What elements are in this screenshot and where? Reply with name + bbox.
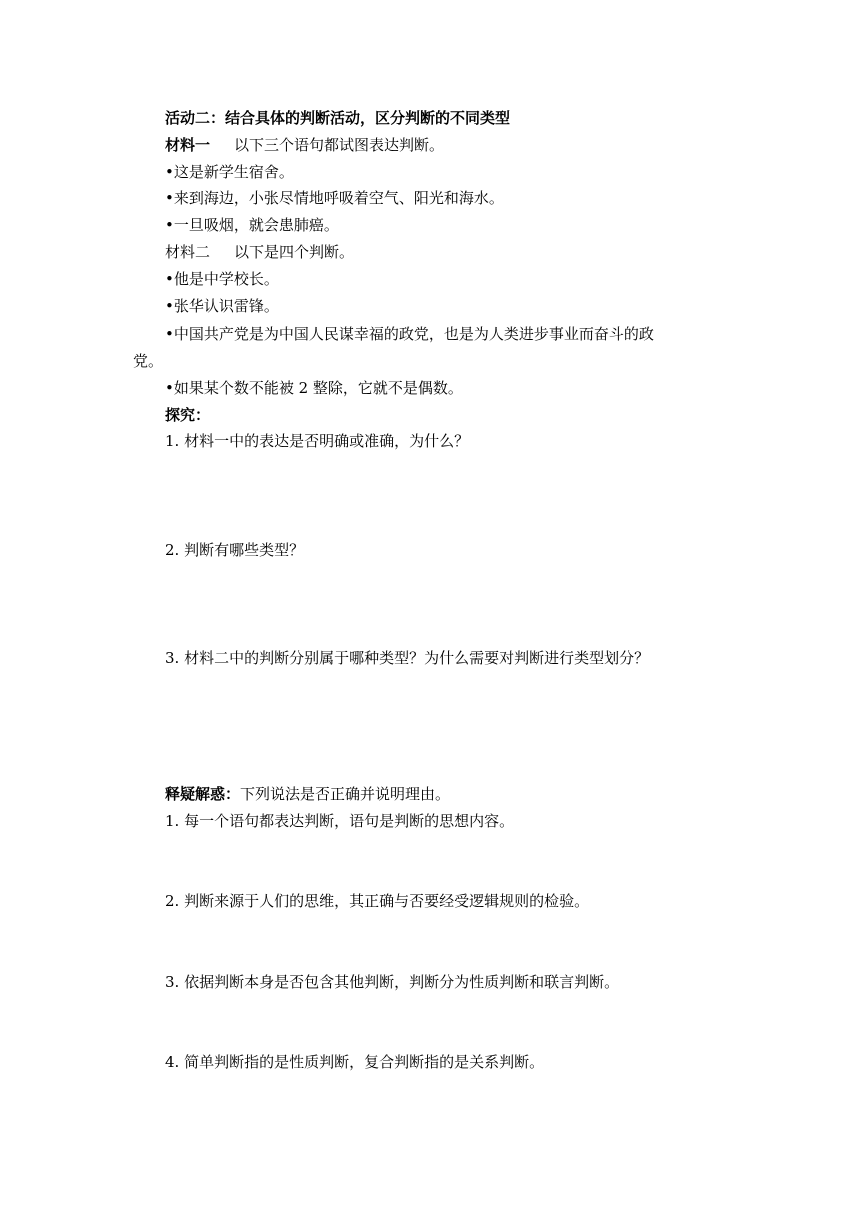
material2-item: •他是中学校长。 bbox=[165, 270, 279, 288]
activity-heading: 活动二：结合具体的判断活动，区分判断的不同类型 bbox=[165, 109, 511, 127]
material2-intro: 以下是四个判断。 bbox=[234, 243, 355, 261]
material1-item: •来到海边，小张尽情地呼吸着空气、阳光和海水。 bbox=[165, 189, 504, 207]
clarify-intro: 下列说法是否正确并说明理由。 bbox=[240, 785, 451, 803]
clarify-statement: 3. 依据判断本身是否包含其他判断，判断分为性质判断和联言判断。 bbox=[165, 973, 620, 991]
inquiry-question: 2. 判断有哪些类型？ bbox=[165, 541, 305, 559]
inquiry-label: 探究： bbox=[165, 406, 211, 424]
material1-line bbox=[165, 135, 444, 155]
material2-line bbox=[165, 242, 354, 262]
material2-item: •如果某个数不能被 2 整除，它就不是偶数。 bbox=[165, 379, 463, 397]
inquiry-question: 3. 材料二中的判断分别属于哪种类型？为什么需要对判断进行类型划分？ bbox=[165, 649, 650, 667]
material1-intro: 以下三个语句都试图表达判断。 bbox=[234, 136, 445, 154]
clarify-line bbox=[165, 784, 450, 804]
material2-item: •中国共产党是为中国人民谋幸福的政党，也是为人类进步事业而奋斗的政 bbox=[165, 325, 654, 343]
material1-label: 材料一 bbox=[165, 136, 211, 154]
clarify-label: 释疑解惑： bbox=[165, 785, 241, 803]
clarify-statement: 4. 简单判断指的是性质判断，复合判断指的是关系判断。 bbox=[165, 1053, 545, 1071]
material1-item: •一旦吸烟，就会患肺癌。 bbox=[165, 216, 339, 234]
inquiry-question: 1. 材料一中的表达是否明确或准确，为什么？ bbox=[165, 432, 470, 450]
material2-label: 材料二 bbox=[165, 243, 211, 261]
clarify-statement: 1. 每一个语句都表达判断，语句是判断的思想内容。 bbox=[165, 812, 515, 830]
material2-item-continuation: 党。 bbox=[133, 352, 164, 370]
material1-item: •这是新学生宿舍。 bbox=[165, 163, 294, 181]
clarify-statement: 2. 判断来源于人们的思维，其正确与否要经受逻辑规则的检验。 bbox=[165, 892, 590, 910]
material2-item: •张华认识雷锋。 bbox=[165, 297, 279, 315]
